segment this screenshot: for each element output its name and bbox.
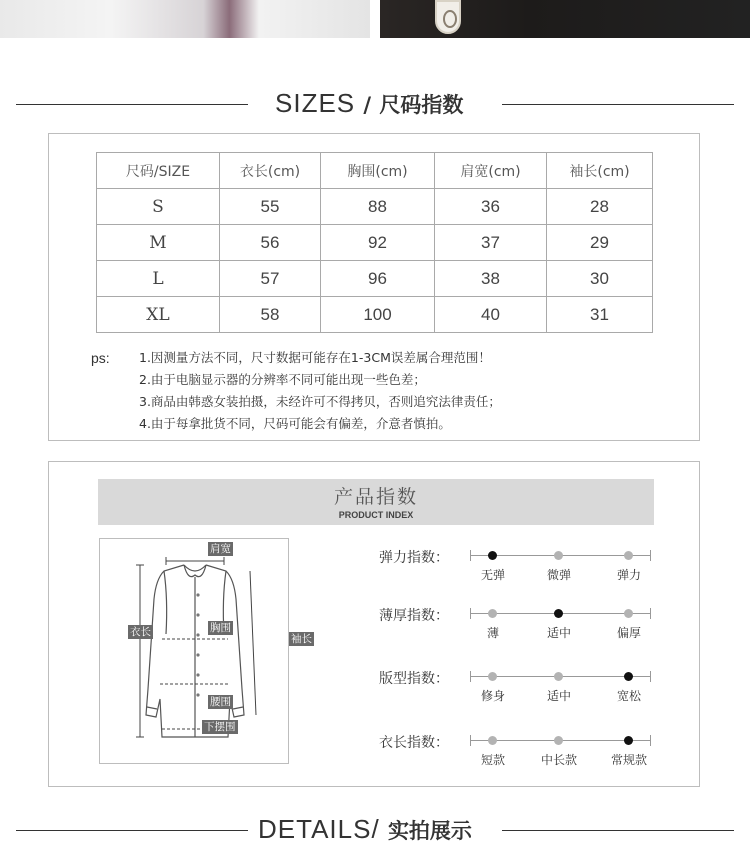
cell-shoulder: 37: [435, 225, 547, 261]
sizes-heading: [0, 84, 750, 124]
header-length: 衣长(cm): [220, 153, 321, 189]
table-row: [97, 189, 653, 225]
cell-sleeve: 28: [547, 189, 653, 225]
cell-size: M: [97, 225, 220, 261]
sizes-heading-en: SIZES: [275, 88, 356, 118]
size-chart-panel: [48, 133, 700, 441]
index-dot: [554, 736, 563, 745]
table-row: [97, 261, 653, 297]
index-dot: [624, 736, 633, 745]
index-option: 弹力: [616, 568, 641, 582]
cell-sleeve: 30: [547, 261, 653, 297]
index-dot: [488, 736, 497, 745]
cell-sleeve: 31: [547, 297, 653, 333]
index-row-thickness: [339, 600, 689, 640]
index-option: 偏厚: [616, 626, 641, 640]
track-cap-right: [650, 735, 651, 746]
index-label: 弹力指数：: [379, 550, 449, 566]
size-table-header: [97, 153, 653, 189]
index-label: 衣长指数：: [379, 735, 449, 751]
product-index-panel: [48, 461, 700, 787]
index-dot: [624, 672, 633, 681]
index-option: 中长款: [540, 753, 577, 767]
index-option: 宽松: [616, 689, 641, 703]
index-option: 适中: [546, 689, 571, 703]
label-hem: 下摆围: [204, 721, 236, 733]
index-row-length: [339, 727, 689, 767]
heading-rule-left: [16, 104, 248, 105]
cell-chest: 96: [321, 261, 435, 297]
product-index-subtitle: PRODUCT INDEX: [338, 510, 414, 520]
index-dot: [488, 672, 497, 681]
index-dot: [624, 551, 633, 560]
index-option: 修身: [480, 689, 505, 703]
index-dot: [624, 609, 633, 618]
table-row: [97, 225, 653, 261]
details-heading-en: DETAILS: [258, 814, 372, 844]
index-option: 薄: [486, 626, 499, 640]
header-size: 尺码/SIZE: [97, 153, 220, 189]
index-label: 版型指数：: [379, 671, 449, 687]
shirt-outline-icon: [100, 539, 290, 765]
track-cap-left: [470, 735, 471, 746]
track-cap-right: [650, 608, 651, 619]
cell-size: S: [97, 189, 220, 225]
index-dot: [554, 672, 563, 681]
label-length: 衣长: [130, 626, 151, 638]
product-photo-left: [0, 0, 370, 38]
header-chest: 胸围(cm): [321, 153, 435, 189]
track-cap-right: [650, 550, 651, 561]
header-sleeve: 袖长(cm): [547, 153, 653, 189]
measurement-diagram: [99, 538, 312, 764]
index-label: 薄厚指数：: [379, 608, 449, 624]
track-cap-left: [470, 671, 471, 682]
cell-length: 58: [220, 297, 321, 333]
details-heading: [0, 810, 750, 850]
label-waist: 腰围: [210, 696, 231, 708]
index-dot: [488, 551, 497, 560]
index-row-fit: [339, 663, 689, 703]
label-chest: 胸围: [210, 622, 231, 634]
cell-sleeve: 29: [547, 225, 653, 261]
index-option: 适中: [546, 626, 571, 640]
product-index-title: 产品指数: [333, 486, 418, 508]
note-item: 2.由于电脑显示器的分辨率不同可能出现一些色差；: [139, 372, 426, 387]
table-row: [97, 297, 653, 333]
note-item: 1.因测量方法不同，尺寸数据可能存在1-3CM误差属合理范围！: [139, 350, 491, 365]
track-cap-left: [470, 550, 471, 561]
track-cap-right: [650, 671, 651, 682]
details-heading-cn: 实拍展示: [387, 819, 472, 843]
details-heading-sep: /: [371, 814, 380, 844]
heading-rule-right: [502, 104, 734, 105]
note-item: 3.商品由韩惑女装拍摄，未经许可不得拷贝，否则追究法律责任；: [139, 394, 501, 409]
brooch-detail: [435, 0, 461, 34]
cell-chest: 88: [321, 189, 435, 225]
cell-size: XL: [97, 297, 220, 333]
index-dot: [488, 609, 497, 618]
notes-list: [139, 347, 659, 435]
index-dot: [554, 551, 563, 560]
heading-rule-left: [16, 830, 248, 831]
label-sleeve: 袖长: [291, 633, 312, 645]
index-option: 微弹: [546, 568, 571, 582]
cell-size: L: [97, 261, 220, 297]
cell-length: 57: [220, 261, 321, 297]
cell-shoulder: 40: [435, 297, 547, 333]
track-cap-left: [470, 608, 471, 619]
notes-prefix: ps:: [91, 350, 110, 366]
index-option: 无弹: [480, 568, 505, 582]
index-option: 短款: [480, 753, 505, 767]
heading-rule-right: [502, 830, 734, 831]
cell-chest: 100: [321, 297, 435, 333]
label-shoulder: 肩宽: [210, 543, 231, 555]
index-dot: [554, 609, 563, 618]
cell-length: 56: [220, 225, 321, 261]
cell-shoulder: 36: [435, 189, 547, 225]
index-option: 常规款: [610, 753, 647, 767]
index-row-elasticity: [339, 542, 689, 582]
cell-length: 55: [220, 189, 321, 225]
size-table: [96, 152, 653, 333]
header-shoulder: 肩宽(cm): [435, 153, 547, 189]
cell-shoulder: 38: [435, 261, 547, 297]
sizes-heading-sep: /: [363, 93, 372, 117]
note-item: 4.由于每拿批货不同，尺码可能会有偏差，介意者慎拍。: [139, 416, 451, 431]
sizes-heading-cn: 尺码指数: [379, 93, 464, 117]
cell-chest: 92: [321, 225, 435, 261]
product-index-banner: [98, 479, 654, 525]
